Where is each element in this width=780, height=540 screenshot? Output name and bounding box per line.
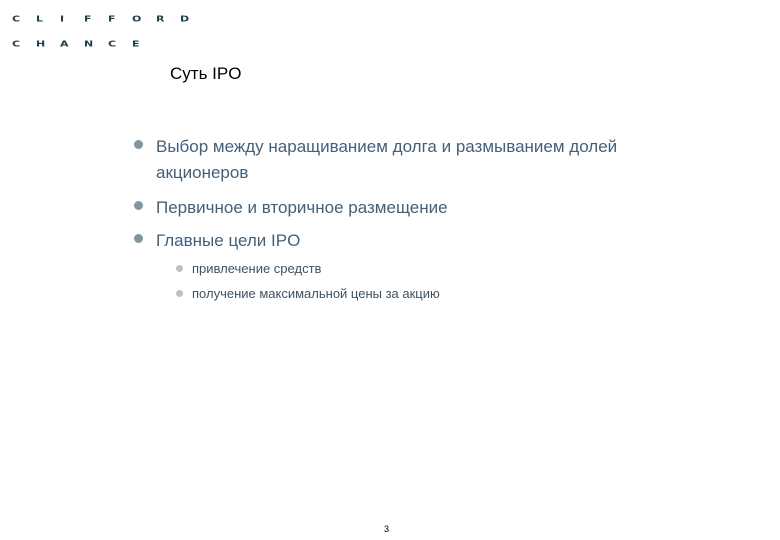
logo-letter: H <box>36 39 46 49</box>
bullet-dot-icon <box>134 140 143 149</box>
bullet-item <box>134 228 676 254</box>
page-number: 3 <box>384 524 390 534</box>
bullet-dot-icon <box>134 201 143 210</box>
sub-bullet-item <box>176 260 321 277</box>
sub-bullet-text: получение максимальной цены за акцию <box>192 286 440 301</box>
bullet-item <box>134 134 676 186</box>
logo-letter: D <box>180 14 190 24</box>
logo-line-chance <box>12 39 204 53</box>
sub-bullet-text: привлечение средств <box>192 261 322 276</box>
logo-letter: C <box>12 39 21 49</box>
logo-letter: R <box>156 14 165 24</box>
clifford-chance-logo <box>12 14 204 64</box>
logo-letter: F <box>108 14 116 24</box>
logo-letter: C <box>108 39 117 49</box>
logo-letter: A <box>60 39 69 49</box>
sub-bullet-item <box>176 285 440 302</box>
bullet-text: Первичное и вторичное размещение <box>156 198 448 217</box>
logo-letter: C <box>12 14 21 24</box>
bullet-text: Главные цели IPO <box>156 231 301 250</box>
logo-letter: O <box>132 14 142 24</box>
sub-bullet-dot-icon <box>176 290 183 297</box>
logo-letter: L <box>36 14 44 24</box>
logo-letter: I <box>60 14 65 24</box>
bullet-dot-icon <box>134 234 143 243</box>
logo-letter: F <box>84 14 92 24</box>
sub-bullet-dot-icon <box>176 265 183 272</box>
logo-letter: N <box>84 39 94 49</box>
logo-letter: E <box>132 39 140 49</box>
bullet-text: Выбор между наращиванием долга и размыванием долей акционеров <box>156 137 618 182</box>
logo-line-clifford <box>12 14 204 28</box>
slide-title: Суть IPO <box>170 64 242 83</box>
bullet-item <box>134 195 676 221</box>
